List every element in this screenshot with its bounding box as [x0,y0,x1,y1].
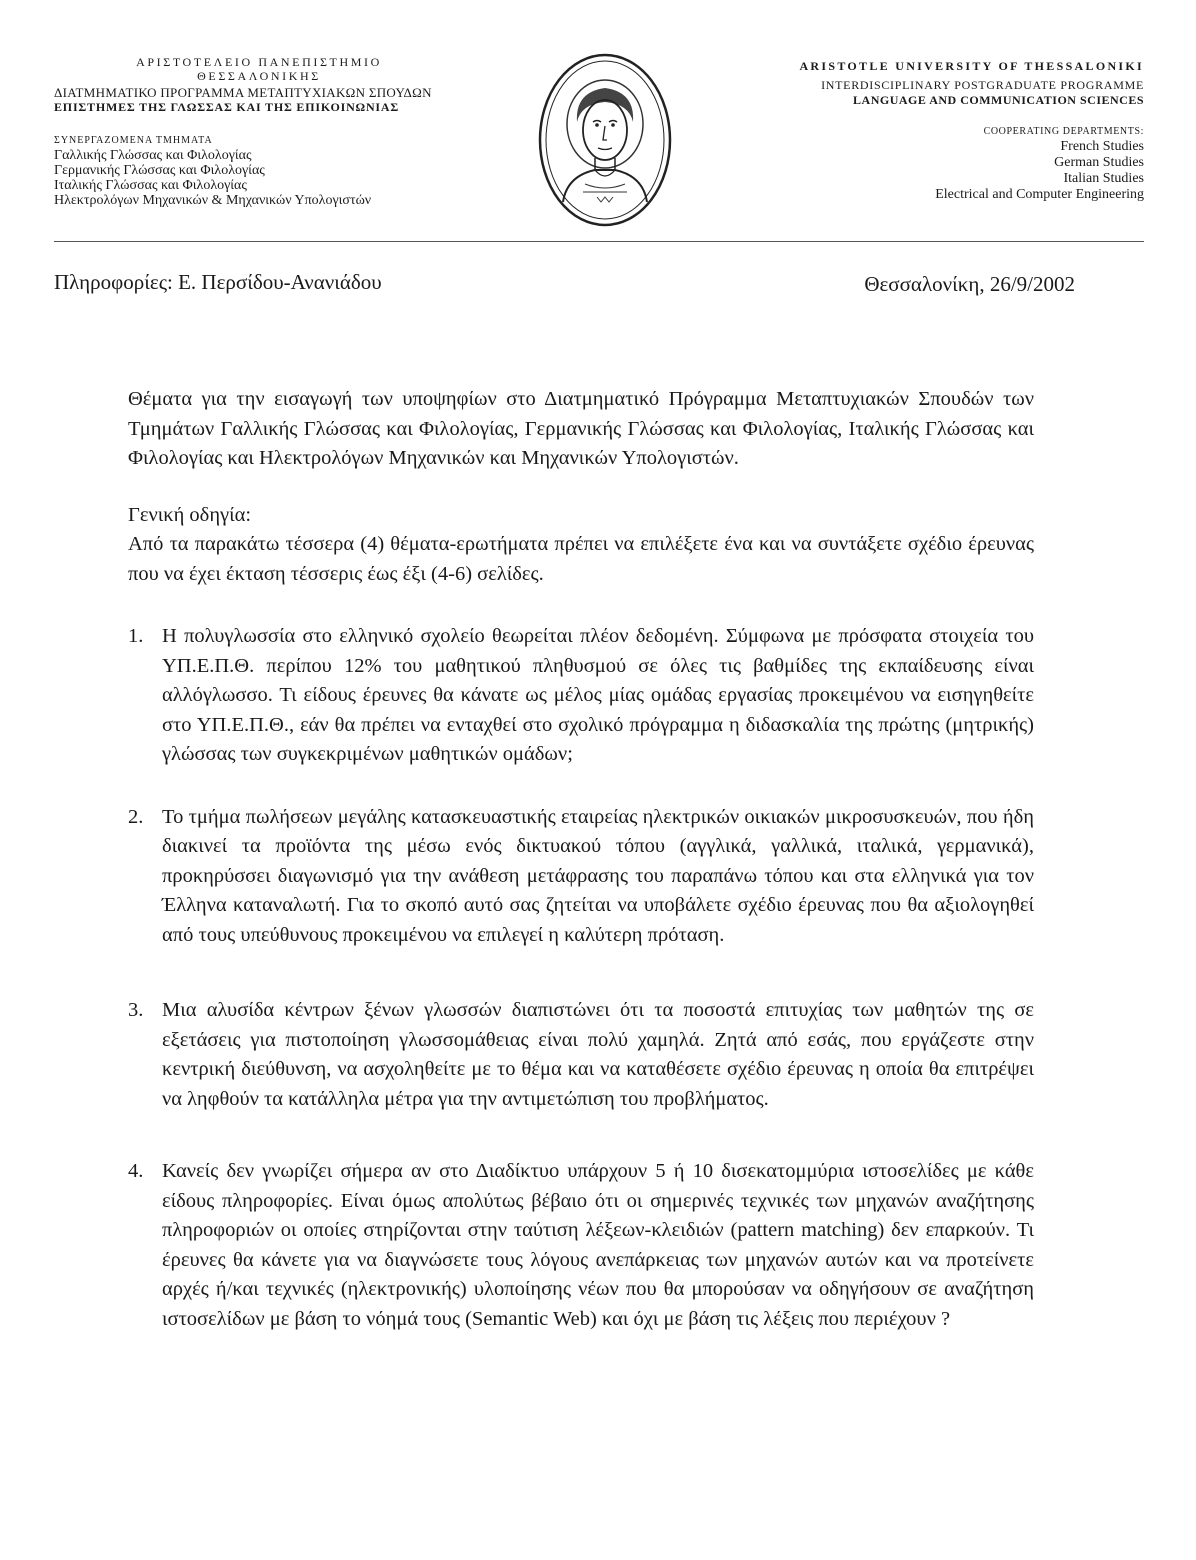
question-number: 4. [128,1160,144,1182]
question-number: 1. [128,625,144,647]
department-greek: Γαλλικής Γλώσσας και Φιλολογίας [54,148,252,163]
question-text: Το τμήμα πωλήσεων μεγάλης κατασκευαστικής εταιρείας ηλεκτρικών οικιακών μικροσυσκευών, που ήδη διακινεί τα προϊόντα της μέσω ενός δικτυακού τόπου (αγγλικά, γαλλικά, ιταλικά, γερμανικά), προκηρύσσει διαγωνισμό για την ανάθεση μετάφρασης του παραπάνω τόπου και στα ελληνικά για τον Έλληνα καταναλωτή. Για το σκοπό αυτό σας ζητείται να υποβάλετε σχέδιο έρευνας που θα αξιολογηθεί από τους υπεύθυνους προκειμένου να επιλεγεί η καλύτερη πρόταση. [162,805,1034,946]
question-number: 2. [128,805,144,828]
contact-info: Πληροφορίες: Ε. Περσίδου-Ανανιάδου [54,270,382,294]
question-item [128,622,1034,770]
university-name-greek: ΑΡΙΣΤΟΤΕΛΕΙΟ ΠΑΝΕΠΙΣΤΗΜΙΟ ΘΕΣΣΑΛΟΝΙΚΗΣ [136,55,382,83]
question-item [128,1157,1034,1334]
department-greek: Ηλεκτρολόγων Μηχανικών & Μηχανικών Υπολογιστών [54,193,372,208]
programme-subject-english: LANGUAGE AND COMMUNICATION SCIENCES [853,93,1144,107]
question-number: 3. [128,999,144,1021]
programme-name-greek: ΔΙΑΤΜΗΜΑΤΙΚΟ ΠΡΟΓΡΑΜΜΑ ΜΕΤΑΠΤΥΧΙΑΚΩΝ ΣΠΟΥΔΩΝ [54,85,432,100]
department-greek: Γερμανικής Γλώσσας και Φιλολογίας [54,163,265,178]
letterhead-english [724,58,1144,203]
question-item [128,803,1034,951]
department-english: French Studies [1060,139,1144,154]
intro-paragraph: Θέματα για την εισαγωγή των υποψηφίων στο Διατμηματικό Πρόγραμμα Μεταπτυχιακών Σπουδών των Τμημάτων Γαλλικής Γλώσσας και Φιλολογίας, Γερμανικής Γλώσσας και Φιλολογίας, Ιταλικής Γλώσσας και Φιλολογίας και Ηλεκτρολόγων Μηχανικών και Μηχανικών Υπολογιστών. [128,388,1034,469]
letterhead-greek [54,55,494,208]
university-seal-icon [537,52,673,228]
letterhead-divider [54,241,1144,242]
place-date: Θεσσαλονίκη, 26/9/2002 [864,272,1075,296]
department-english: Italian Studies [1063,171,1144,186]
question-text: Μια αλυσίδα κέντρων ξένων γλωσσών διαπιστώνει ότι τα ποσοστά επιτυχίας των μαθητών της σε εξετάσεις για πιστοποίηση γλωσσομάθειας είναι πολύ χαμηλά. Ζητά από εσάς, που εργάζεστε στην κεντρική διεύθυνση, να ασχοληθείτε με το θέμα και να καταθέσετε σχέδιο έρευνας η οποία θα επιτρέψει να ληφθούν τα κατάλληλα μέτρα για την αντιμετώπιση του προβλήματος. [162,999,1034,1110]
cooperating-label-greek: ΣΥΝΕΡΓΑΖΟΜΕΝΑ ΤΜΗΜΑΤΑ [54,135,213,146]
university-name-english: ARISTOTLE UNIVERSITY OF THESSALONIKI [799,59,1144,73]
cooperating-label-english: COOPERATING DEPARTMENTS: [983,126,1144,137]
general-instruction-text: Από τα παρακάτω τέσσερα (4) θέματα-ερωτήματα πρέπει να επιλέξετε ένα και να συντάξετε σχέδιο έρευνας που να έχει έκταση τέσσερις έως έξι (4-6) σελίδες. [128,533,1034,585]
programme-name-english: INTERDISCIPLINARY POSTGRADUATE PROGRAMME [821,78,1144,92]
general-instruction-label: Γενική οδηγία: [128,503,252,526]
document-body [128,385,1034,1367]
question-text: Κανείς δεν γνωρίζει σήμερα αν στο Διαδίκτυο υπάρχουν 5 ή 10 δισεκατομμύρια ιστοσελίδες με κάθε είδους πληροφορίες. Είναι όμως απολύτως βέβαιο ότι οι σημερινές τεχνικές των μηχανών αναζήτησης πληροφοριών οι οποίες στηρίζονται στην ταύτιση λέξεων-κλειδιών (pattern matching) δεν επαρκούν. Τι έρευνες θα κάνετε για να διαγνώσετε τους λόγους ανεπάρκειας των μηχανών αυτών και να προτείνετε αρχές ή/και τεχνικές (ηλεκτρονικής) υλοποίησης νέων που θα μπορούσαν να οδηγήσουν σε αναζήτηση ιστοσελίδων με βάση το νόημά τους (Semantic Web) και όχι με βάση τις λέξεις που περιέχουν ? [162,1160,1034,1330]
department-greek: Ιταλικής Γλώσσας και Φιλολογίας [54,178,247,193]
department-english: Electrical and Computer Engineering [935,187,1144,202]
department-english: German Studies [1054,155,1144,170]
question-text: Η πολυγλωσσία στο ελληνικό σχολείο θεωρείται πλέον δεδομένη. Σύμφωνα με πρόσφατα στοιχεία του ΥΠ.Ε.Π.Θ. περίπου 12% του μαθητικού πληθυσμού σε όλες τις βαθμίδες της εκπαίδευσης είναι αλλόγλωσσο. Τι είδους έρευνες θα κάνατε ως μέλος μίας ομάδας εργασίας προκειμένου να εισηγηθείτε στο ΥΠ.Ε.Π.Θ., εάν θα πρέπει να ενταχθεί στο σχολικό πρόγραμμα η διδασκαλία της πρώτης (μητρικής) γλώσσας των συγκεκριμένων μαθητικών ομάδων; [162,625,1034,765]
programme-subject-greek: ΕΠΙΣΤΗΜΕΣ ΤΗΣ ΓΛΩΣΣΑΣ ΚΑΙ ΤΗΣ ΕΠΙΚΟΙΝΩΝΙΑΣ [54,100,399,114]
question-item [128,996,1034,1114]
